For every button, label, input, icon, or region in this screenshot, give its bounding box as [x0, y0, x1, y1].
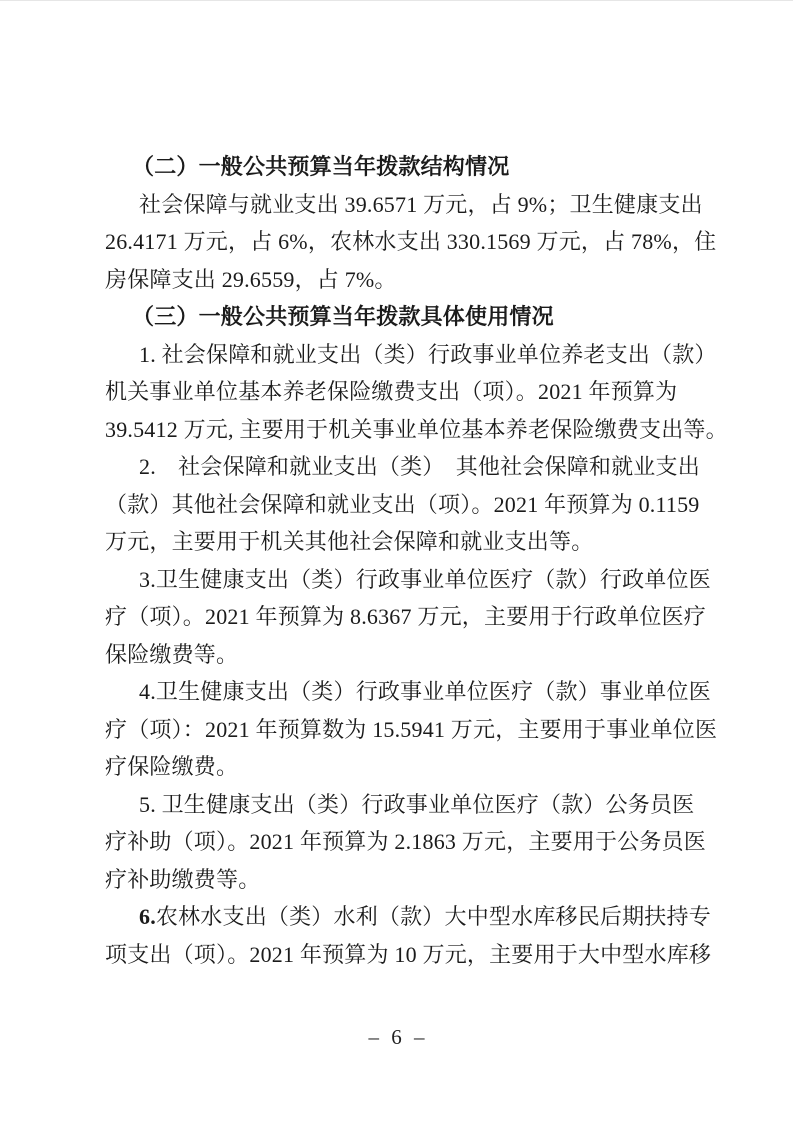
text-line: 保险缴费等。 — [105, 641, 239, 667]
text-line — [105, 898, 727, 936]
text-line: 机关事业单位基本养老保险缴费支出（项）。2021 年预算为 — [105, 379, 678, 404]
text-line: 3.卫生健康支出（类）行政事业单位医疗（款）行政单位医 — [139, 566, 711, 592]
page-number: – 6 – — [368, 1025, 425, 1049]
text-line: 疗补助（项）。2021 年预算为 2.1863 万元，主要用于公务员医 — [105, 829, 707, 854]
text-line: 疗（项）。2021 年预算为 8.6367 万元，主要用于行政单位医疗 — [105, 604, 707, 629]
section-heading-line: （三）一般公共预算当年拨款具体使用情况 — [132, 304, 554, 329]
document-body — [105, 148, 727, 973]
text-line: 万元，主要用于机关其他社会保障和就业支出等。 — [105, 529, 594, 554]
text-line: 26.4171 万元，占 6%，农林水支出 330.1569 万元，占 78%，住 — [105, 229, 717, 254]
text-line: 4.卫生健康支出（类）行政事业单位医疗（款）事业单位医 — [139, 679, 711, 704]
text-line: 疗保险缴费。 — [105, 754, 239, 779]
text-line: 项支出（项）。2021 年预算为 10 万元，主要用于大中型水库移 — [105, 941, 712, 967]
text-line: 5. 卫生健康支出（类）行政事业单位医疗（款）公务员医 — [139, 791, 695, 817]
text-line: 房保障支出 29.6559，占 7%。 — [105, 266, 397, 292]
section-heading-line: （二）一般公共预算当年拨款结构情况 — [132, 154, 510, 179]
item-number-bold: 6. — [139, 904, 156, 929]
text-line: 疗（项）：2021 年预算数为 15.5941 万元，主要用于事业单位医 — [105, 716, 718, 742]
text-line: 疗补助缴费等。 — [105, 866, 261, 892]
text-line: 2. 社会保障和就业支出（类） 其他社会保障和就业支出 — [139, 454, 700, 479]
text-run: 农林水支出（类）水利（款）大中型水库移民后期扶持专 — [155, 904, 711, 929]
page-top-edge — [0, 0, 793, 1]
text-line: 社会保障与就业支出 39.6571 万元，占 9%；卫生健康支出 — [139, 191, 703, 217]
text-line: 39.5412 万元, 主要用于机关事业单位基本养老保险缴费支出等。 — [105, 416, 728, 442]
text-line: （款）其他社会保障和就业支出（项）。2021 年预算为 0.1159 — [105, 491, 700, 517]
text-line: 1. 社会保障和就业支出（类）行政事业单位养老支出（款） — [139, 341, 717, 367]
